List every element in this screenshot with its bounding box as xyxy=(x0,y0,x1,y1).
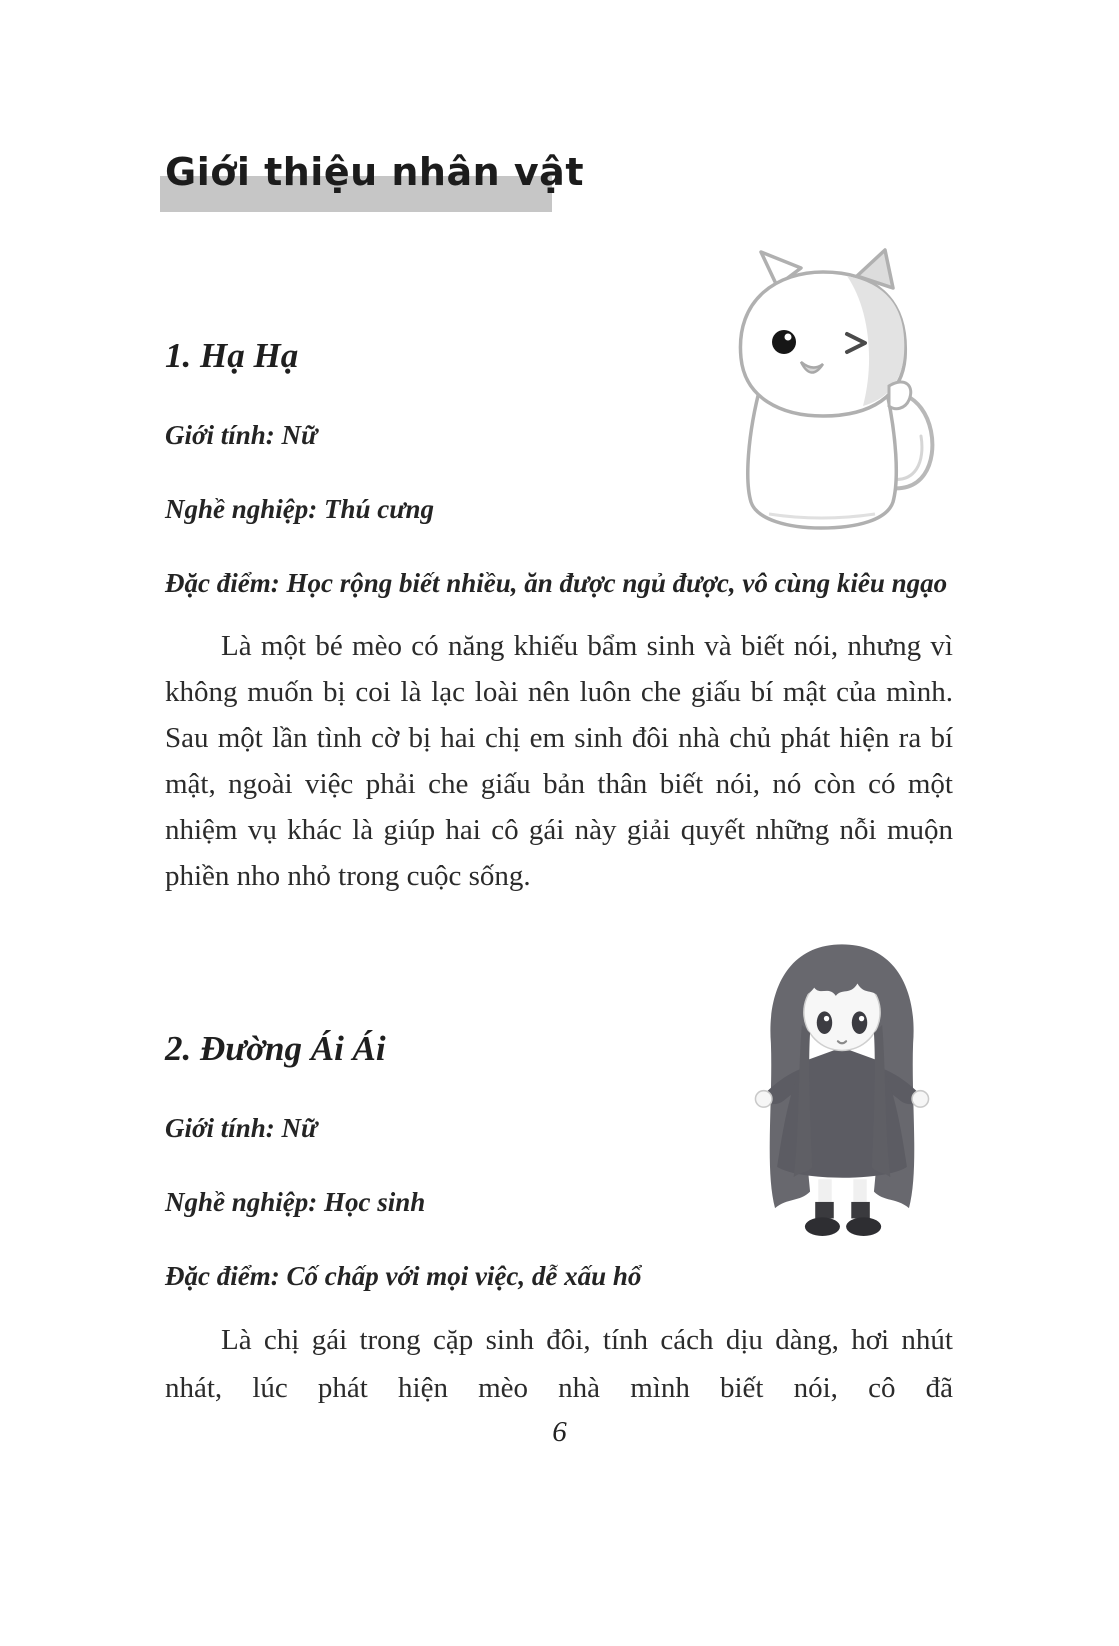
character-2-gender: Giới tính: Nữ xyxy=(165,1113,318,1143)
character-section-1 xyxy=(165,335,953,899)
character-section-2 xyxy=(165,1028,953,1412)
character-1-gender: Giới tính: Nữ xyxy=(165,420,318,450)
page-title: Giới thiệu nhân vật xyxy=(165,150,584,194)
character-2-traits: Đặc điểm: Cố chấp với mọi việc, dễ xấu hổ xyxy=(165,1261,642,1291)
character-2-job: Nghề nghiệp: Học sinh xyxy=(165,1187,426,1217)
page-number: 6 xyxy=(552,1416,567,1448)
character-2-heading: 2. Đường Ái Ái xyxy=(165,1029,386,1068)
character-1-heading: 1. Hạ Hạ xyxy=(165,336,299,375)
character-1-traits: Đặc điểm: Học rộng biết nhiều, ăn được ngủ được, vô cùng kiêu ngạo xyxy=(165,568,948,598)
character-1-description: Là một bé mèo có năng khiếu bẩm sinh và biết nói, nhưng vì không muốn bị coi là lạc loài nên luôn che giấu bí mật của mình. Sau một lần tình cờ bị hai chị em sinh đôi nhà chủ phát hiện ra bí mật, ngoài việc phải che giấu bản thân biết nói, nó còn có một nhiệm vụ khác là giúp hai cô gái này giải quyết những nỗi muộn phiền nho nhỏ trong cuộc sống. xyxy=(165,630,953,892)
character-1-job: Nghề nghiệp: Thú cưng xyxy=(165,494,434,524)
character-2-description: Là chị gái trong cặp sinh đôi, tính cách dịu dàng, hơi nhút nhát, lúc phát hiện mèo nhà mình biết nói, cô đã xyxy=(165,1324,953,1404)
